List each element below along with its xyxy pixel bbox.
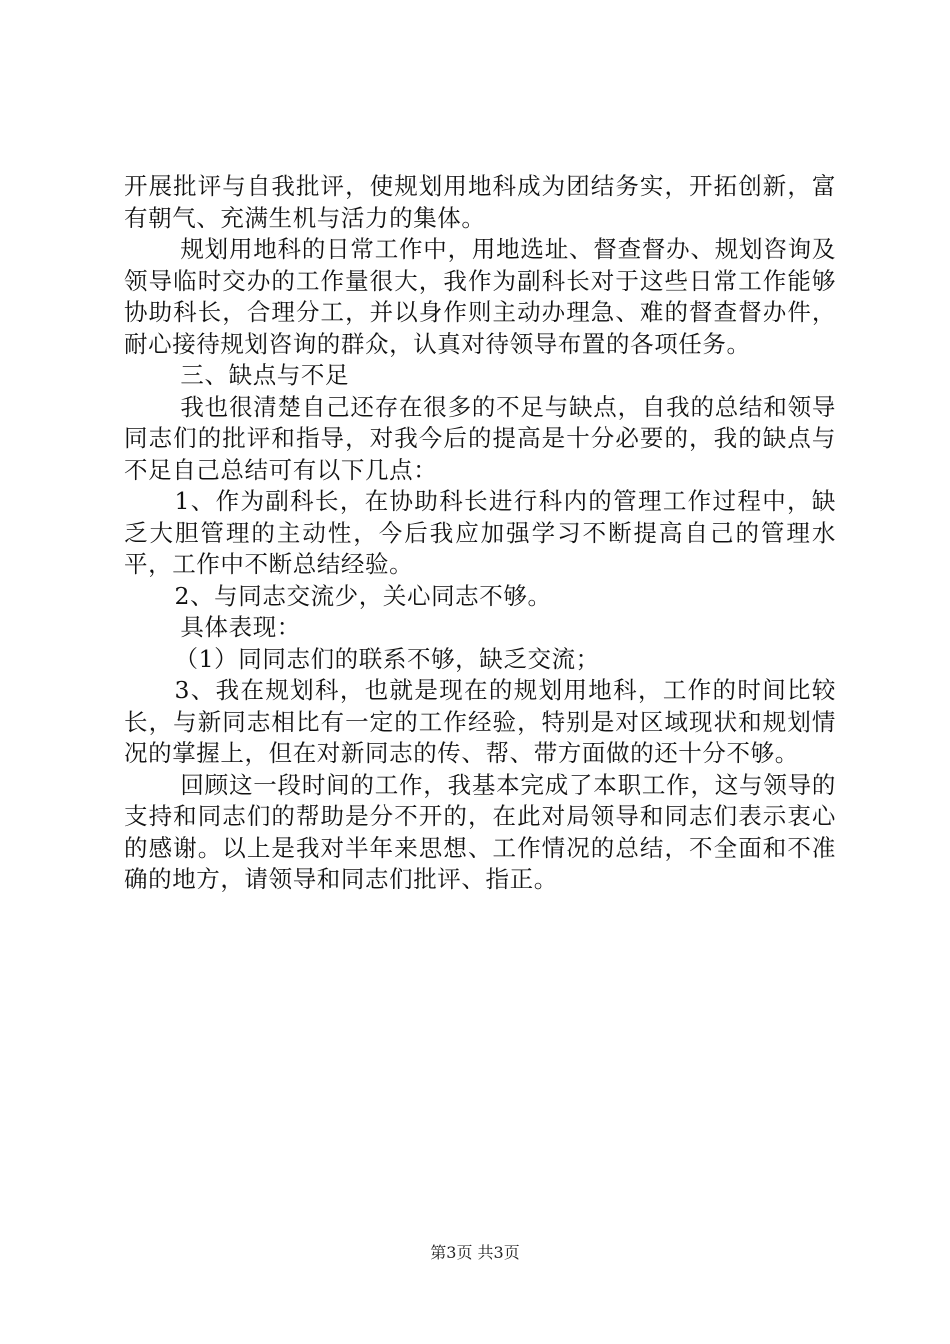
specific-label: 具体表现： (180, 613, 301, 641)
paragraph-1: 开展批评与自我批评，使规划用地科成为团结务实，开拓创新，富有朝气、充满生机与活力的集体。 (124, 172, 836, 232)
list-item-2: 2、与同志交流少，关心同志不够。 (174, 581, 552, 610)
list-item-3: 3、我在规划科，也就是现在的规划用地科，工作的时间比较长，与新同志相比有一定的工作经验，特别是对区域现状和规划情况的掌握上，但在对新同志的传、帮、带方面做的还十分不够。 (124, 676, 836, 767)
paragraph-3: 我也很清楚自己还存在很多的不足与缺点，自我的总结和领导同志们的批评和指导，对我今后的提高是十分必要的，我的缺点与不足自己总结可有以下几点： (124, 392, 836, 484)
document-body (124, 171, 836, 896)
closing-paragraph: 回顾这一段时间的工作，我基本完成了本职工作，这与领导的支持和同志们的帮助是分不开的，在此对局领导和同志们表示衷心的感谢。以上是我对半年来思想、工作情况的总结，不全面和不准确的地方，请领导和同志们批评、指正。 (124, 770, 836, 893)
sub-item-1: （1）同同志们的联系不够，缺乏交流； (174, 644, 600, 673)
page-number-footer: 第3页 共3页 (430, 1243, 520, 1262)
list-item-1: 1、作为副科长，在协助科长进行科内的管理工作过程中，缺乏大胆管理的主动性，今后我应加强学习不断提高自己的管理水平，工作中不断总结经验。 (124, 487, 836, 578)
section-heading-shortcomings: 三、缺点与不足 (180, 361, 350, 389)
paragraph-2: 规划用地科的日常工作中，用地选址、督查督办、规划咨询及领导临时交办的工作量很大，我作为副科长对于这些日常工作能够协助科长，合理分工，并以身作则主动办理急、难的督查督办件，耐心接待规划咨询的群众，认真对待领导布置的各项任务。 (124, 235, 836, 358)
